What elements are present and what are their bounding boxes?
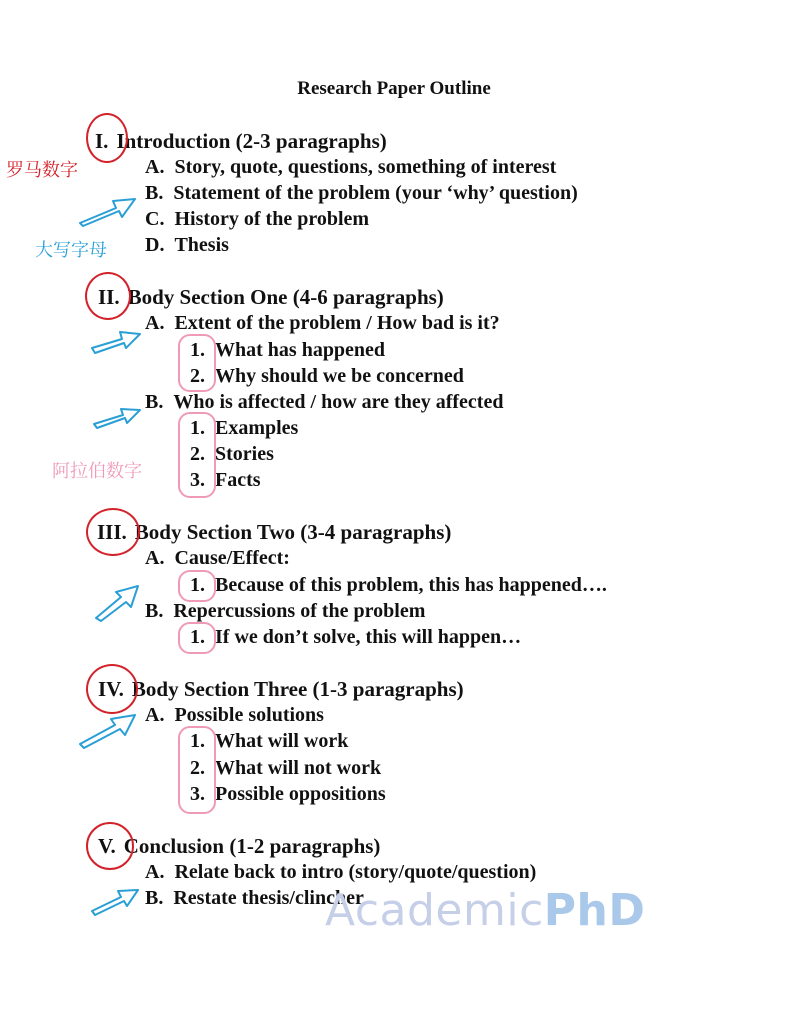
arabic-number: 3. — [190, 469, 205, 491]
capital-letter: A. — [145, 704, 165, 726]
capital-letter: C. — [145, 208, 165, 230]
roman-highlight-circle — [86, 664, 138, 714]
section-3-heading — [97, 520, 451, 544]
section-4-heading — [98, 677, 464, 701]
roman-numeral: I. — [95, 129, 109, 153]
item-text: What will not work — [215, 757, 382, 779]
arabic-number: 2. — [190, 757, 205, 779]
item-text: Cause/Effect: — [174, 547, 290, 569]
roman-highlight-circle — [86, 822, 134, 870]
roman-numeral: II. — [98, 285, 120, 309]
annotation-capital-letters: 大写字母 — [35, 240, 107, 261]
arabic-number: 1. — [190, 574, 205, 596]
capital-pointer-arrow-icon — [90, 328, 144, 358]
outline-item-2a1 — [190, 338, 385, 362]
capital-letter: A. — [145, 547, 165, 569]
outline-item-2b — [145, 390, 503, 414]
capital-pointer-arrow-icon — [92, 405, 144, 433]
item-text: Stories — [215, 443, 274, 465]
arabic-number: 2. — [190, 443, 205, 465]
roman-highlight-circle — [86, 508, 140, 556]
capital-pointer-arrow-icon — [78, 712, 140, 752]
item-text: Statement of the problem (your ‘why’ question) — [173, 182, 578, 204]
outline-item-3b — [145, 599, 425, 623]
outline-item-1b — [145, 181, 578, 205]
item-text: Facts — [215, 469, 261, 491]
arabic-number: 3. — [190, 783, 205, 805]
annotation-arabic-numerals: 阿拉伯数字 — [52, 461, 142, 482]
section-title: Conclusion (1-2 paragraphs) — [123, 834, 381, 858]
outline-item-1a — [145, 155, 556, 179]
capital-pointer-arrow-icon — [78, 195, 140, 231]
item-text: Relate back to intro (story/quote/question) — [174, 861, 537, 883]
document-title: Research Paper Outline — [297, 78, 491, 99]
roman-numeral: III. — [97, 520, 127, 544]
watermark-logo: AcademicPhD — [325, 885, 646, 936]
arabic-highlight-box — [178, 726, 216, 814]
item-text: History of the problem — [174, 208, 370, 230]
section-title: Introduction (2-3 paragraphs) — [116, 129, 387, 153]
annotation-roman-numerals: 罗马数字 — [6, 160, 78, 181]
capital-pointer-arrow-icon — [90, 886, 142, 918]
section-title: Body Section Two (3-4 paragraphs) — [134, 520, 452, 544]
item-text: What has happened — [215, 339, 386, 361]
outline-item-1d — [145, 233, 229, 257]
item-text: Story, quote, questions, something of interest — [174, 156, 557, 178]
section-5-heading — [98, 834, 380, 858]
item-text: Thesis — [174, 234, 229, 256]
capital-letter: B. — [145, 182, 164, 204]
roman-numeral: V. — [98, 834, 116, 858]
item-text: Because of this problem, this has happened…. — [215, 574, 607, 596]
outline-item-4a3 — [190, 782, 386, 806]
outline-item-2a2 — [190, 364, 464, 388]
item-text: Why should we be concerned — [215, 365, 464, 387]
capital-letter: A. — [145, 312, 165, 334]
roman-numeral: IV. — [98, 677, 124, 701]
item-text: What will work — [215, 730, 349, 752]
section-title: Body Section One (4-6 paragraphs) — [127, 285, 444, 309]
arabic-number: 1. — [190, 339, 205, 361]
item-text: Repercussions of the problem — [173, 600, 426, 622]
outline-item-4a2 — [190, 756, 381, 780]
capital-letter: A. — [145, 156, 165, 178]
item-text: Possible solutions — [174, 704, 324, 726]
item-text: Possible oppositions — [215, 783, 386, 805]
arabic-number: 1. — [190, 417, 205, 439]
item-text: Examples — [215, 417, 299, 439]
section-1-heading — [95, 129, 387, 153]
arabic-number: 1. — [190, 730, 205, 752]
section-2-heading — [98, 285, 444, 309]
arabic-highlight-box — [178, 412, 216, 498]
outline-item-3a1 — [190, 573, 607, 597]
outline-item-1c — [145, 207, 369, 231]
arabic-highlight-box — [178, 334, 216, 392]
arabic-number: 2. — [190, 365, 205, 387]
outline-item-2a — [145, 311, 500, 335]
item-text: Extent of the problem / How bad is it? — [174, 312, 500, 334]
capital-letter: A. — [145, 861, 165, 883]
roman-highlight-circle — [86, 113, 128, 163]
capital-letter: B. — [145, 391, 164, 413]
capital-letter: B. — [145, 887, 164, 909]
capital-letter: D. — [145, 234, 165, 256]
arabic-number: 1. — [190, 626, 205, 648]
outline-item-3b1 — [190, 625, 521, 649]
roman-highlight-circle — [85, 272, 131, 320]
item-text: If we don’t solve, this will happen… — [215, 626, 522, 648]
capital-letter: B. — [145, 600, 164, 622]
item-text: Who is affected / how are they affected — [173, 391, 504, 413]
capital-pointer-arrow-icon — [93, 583, 143, 623]
arabic-highlight-box — [178, 570, 216, 602]
outline-item-4a — [145, 703, 324, 727]
arabic-highlight-box — [178, 622, 216, 654]
section-title: Body Section Three (1-3 paragraphs) — [131, 677, 464, 701]
item-text: Restate thesis/clincher — [173, 887, 364, 909]
outline-item-3a — [145, 546, 290, 570]
outline-item-5a — [145, 860, 536, 884]
